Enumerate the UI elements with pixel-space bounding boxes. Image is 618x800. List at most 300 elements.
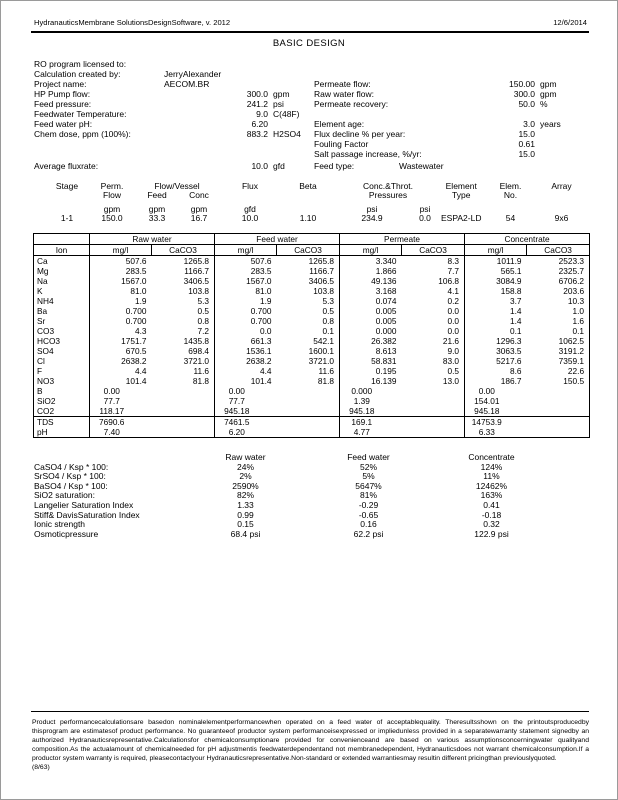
feed-caco3-value: 3406.5 — [277, 276, 340, 286]
param-row — [34, 109, 313, 119]
param-row — [34, 99, 313, 109]
param-label — [314, 109, 435, 119]
param-value: 150.00 — [509, 79, 535, 89]
conc-unit: gpm — [190, 203, 208, 214]
param-row — [34, 129, 313, 139]
param-text-value: Wastewater — [399, 161, 444, 171]
concentrate-caco3-value: 22.6 — [567, 366, 585, 376]
ion-row — [34, 306, 590, 316]
feed-subheader: Feed — [147, 190, 167, 200]
feed-unit: gpm — [148, 203, 166, 214]
ion-row — [34, 316, 590, 326]
stage-id: 1-1 — [60, 213, 74, 223]
elem-no-col-header: Elem. — [499, 181, 522, 191]
doc-title: BASIC DESIGN — [272, 38, 346, 49]
param-unit — [535, 129, 590, 139]
raw-caco3-value: 11.6 — [152, 366, 215, 376]
concentrate-caco3-value: 150.5 — [563, 376, 585, 386]
ion-name: Sr — [34, 316, 90, 326]
ion-row — [34, 276, 590, 286]
param-value: 241.2 — [246, 99, 268, 109]
permeate-mgl-value: 3.168 — [375, 286, 397, 296]
flow-vessel-col-header: Flow/Vessel — [154, 181, 200, 191]
saturation-label: Ionic strength — [34, 519, 86, 530]
permeate-mgl-value: 26.382 — [371, 336, 397, 346]
revision-label: (8/63) — [32, 764, 50, 771]
concentrate-caco3-value — [527, 406, 590, 417]
param-row — [314, 109, 590, 119]
params-right-column — [314, 59, 590, 171]
ion-name: B — [34, 386, 90, 396]
feed-caco3-value: 103.8 — [277, 286, 340, 296]
ion-col-header: Ion — [34, 245, 90, 256]
concentrate-caco3-value: 1.6 — [572, 316, 585, 326]
concentrate-column-header: Concentrate — [468, 452, 515, 462]
raw-caco3-value — [152, 396, 215, 406]
permeate-mgl-value: 0.195 — [375, 366, 397, 376]
raw-water-value: 24% — [236, 461, 254, 472]
param-value — [435, 109, 535, 119]
ion-name: Mg — [34, 266, 90, 276]
feed-mgl-value: 81.0 — [255, 286, 272, 296]
permeate-caco3-value — [402, 396, 465, 406]
concentrate-mgl-value: 6.33 — [478, 427, 495, 437]
report-footer — [32, 718, 589, 772]
param-unit: C(48F) — [273, 109, 300, 119]
concentrate-value: 0.41 — [483, 499, 500, 510]
permeate-caco3-value — [402, 406, 465, 417]
param-label: Permeate recovery: — [314, 99, 389, 109]
feed-caco3-value: 1166.7 — [277, 266, 340, 276]
param-unit — [268, 69, 313, 79]
feed-water-value: 5647% — [355, 480, 382, 491]
concentrate-value: -0.18 — [481, 509, 502, 520]
concentrate-mgl-value: 3.7 — [510, 296, 522, 306]
basic-params — [34, 59, 590, 171]
concentrate-mgl-value: 5217.6 — [496, 356, 522, 366]
param-label: Feed type: — [314, 161, 355, 171]
feed-mgl-value: 101.4 — [250, 376, 272, 386]
feed-caco3-value: 542.1 — [277, 336, 340, 346]
stage-header-row-1 — [45, 182, 583, 191]
raw-caco3-value: 7.2 — [152, 326, 215, 336]
param-label: Feed pressure: — [34, 99, 92, 109]
app-title: HydranauticsMembrane SolutionsDesignSoftware, v. 2012 — [34, 18, 231, 27]
param-value — [435, 59, 535, 69]
feed-mgl-value: 1536.1 — [246, 346, 272, 356]
feed-mgl-value: 4.4 — [259, 366, 272, 376]
param-label: Salt passage increase, %/yr: — [314, 149, 422, 159]
mgl-header: mg/l — [465, 245, 527, 256]
raw-water-value: 68.4 psi — [230, 528, 261, 539]
ion-name: pH — [34, 427, 90, 438]
feed-water-value: 62.2 psi — [353, 528, 384, 539]
param-label — [34, 139, 168, 149]
stage-data-row — [45, 214, 583, 223]
concentrate-mgl-value: 565.1 — [500, 266, 522, 276]
concentrate-value: 163% — [480, 490, 503, 501]
permeate-caco3-value: 7.7 — [402, 266, 465, 276]
raw-caco3-value — [152, 417, 215, 428]
feed-caco3-value: 11.6 — [277, 366, 340, 376]
beta-value: 1.10 — [299, 213, 317, 223]
param-label — [34, 149, 168, 159]
permeate-mgl-value: 58.831 — [371, 356, 397, 366]
conc-flow-value: 16.7 — [190, 213, 208, 223]
raw-caco3-value: 5.3 — [152, 296, 215, 306]
permeate-caco3-value: 4.1 — [402, 286, 465, 296]
raw-caco3-value: 0.5 — [152, 306, 215, 316]
param-value — [168, 139, 268, 149]
ion-name: F — [34, 366, 90, 376]
param-unit — [268, 59, 313, 69]
raw-mgl-value: 0.700 — [125, 306, 147, 316]
ion-row — [34, 396, 590, 406]
param-row — [34, 69, 313, 79]
param-unit: gfd — [273, 161, 285, 171]
ion-name: K — [34, 286, 90, 296]
param-label — [314, 69, 435, 79]
feed-mgl-value: 0.700 — [250, 316, 272, 326]
concentrate-mgl-value: 3084.9 — [496, 276, 522, 286]
disclaimer-text: Product performancecalculationsare basedon nominalelementperformancewhen operated on a feed water of acceptablequality. Theresultsshown on the printoutsproducedby thisprogram are estimatesof product performance. No guaranteeof productor system performanceisexpressed or impliedunless provided in a separatewarranty statement signedby an authorized Hydranauticsrepresentative.Calculationsfor chemicalconsumptionare provided for convenienceand are based on various assumptionsconcerningwater qualityand composition.As the actualamount of chemicalneeded for pH adjustmentis feedwaterdependentand not membranedependent, Hydranauticsdoes not warrant chemicalconsumption.If a productor system warranty is required, pleasecontactyour Hydranauticsrepresentative.Non-standard or extended warrantiesmay resultin different pricingthan previouslyquoted. — [32, 719, 589, 762]
raw-caco3-value: 1265.8 — [152, 256, 215, 267]
stage-units-row — [45, 200, 583, 214]
saturation-label: Langelier Saturation Index — [34, 499, 134, 510]
raw-caco3-value: 3406.5 — [152, 276, 215, 286]
raw-mgl-value: 4.4 — [134, 366, 147, 376]
raw-water-value: 2590% — [232, 480, 259, 491]
element-col-header: Element — [445, 181, 477, 191]
permeate-caco3-value: 9.0 — [402, 346, 465, 356]
flux-value: 10.0 — [241, 213, 259, 223]
ion-row — [34, 356, 590, 366]
pressures-col-header: Conc.&Throt. — [362, 181, 414, 191]
permeate-caco3-value: 83.0 — [402, 356, 465, 366]
permeate-caco3-value: 0.0 — [402, 316, 465, 326]
array-value: 9x6 — [554, 213, 569, 223]
raw-mgl-value: 283.5 — [125, 266, 147, 276]
param-label: Element age: — [314, 119, 365, 129]
param-label: Feed water pH: — [34, 119, 93, 129]
feed-caco3-value: 5.3 — [277, 296, 340, 306]
param-value — [435, 161, 535, 171]
ion-name: SiO2 — [34, 396, 90, 406]
concentrate-group-header: Concentrate — [465, 234, 590, 245]
ion-group-header-row — [34, 234, 590, 245]
param-row — [34, 89, 313, 99]
concentrate-value: 12462% — [475, 480, 508, 491]
caco3-header: CaCO3 — [402, 245, 465, 256]
feed-mgl-value: 77.7 — [228, 396, 245, 406]
feed-water-value: -0.65 — [358, 509, 379, 520]
permeate-caco3-value: 8.3 — [402, 256, 465, 267]
caco3-header: CaCO3 — [527, 245, 590, 256]
flux-unit: gfd — [244, 203, 256, 214]
perm-flow-value: 150.0 — [101, 213, 123, 223]
raw-caco3-value: 698.4 — [152, 346, 215, 356]
permeate-caco3-value: 106.8 — [402, 276, 465, 286]
feed-mgl-value: 0.00 — [228, 386, 245, 396]
permeate-mgl-value: 49.136 — [371, 276, 397, 286]
feed-caco3-value — [277, 417, 340, 428]
param-label: Average fluxrate: — [34, 161, 99, 171]
param-text-value: AECOM.BR — [164, 79, 210, 89]
ion-row — [34, 406, 590, 417]
report-date: 12/6/2014 — [553, 18, 587, 27]
concentrate-caco3-value: 3191.2 — [558, 346, 585, 356]
perm-col-header: Perm. — [100, 181, 124, 191]
param-value — [435, 69, 535, 79]
raw-mgl-value: 1567.0 — [121, 276, 147, 286]
param-unit — [268, 119, 313, 129]
header-rule — [31, 31, 589, 33]
param-row — [314, 99, 590, 109]
feed-water-value: 5% — [362, 471, 375, 482]
param-row — [34, 161, 313, 171]
raw-water-value: 0.15 — [237, 519, 254, 530]
array-col-header: Array — [551, 181, 572, 191]
raw-mgl-value: 81.0 — [130, 286, 147, 296]
stage-table — [45, 182, 583, 223]
feed-water-value: -0.29 — [358, 499, 379, 510]
permeate-group-header: Permeate — [340, 234, 465, 245]
raw-mgl-value: 2638.2 — [121, 356, 147, 366]
ion-row — [34, 376, 590, 386]
concentrate-mgl-value: 1.4 — [510, 306, 522, 316]
raw-caco3-value: 1166.7 — [152, 266, 215, 276]
param-row — [314, 79, 590, 89]
param-row — [314, 119, 590, 129]
param-value: 15.0 — [518, 129, 535, 139]
raw-mgl-value: 1.9 — [134, 296, 147, 306]
permeate-caco3-value: 0.0 — [402, 306, 465, 316]
param-value: 9.0 — [256, 109, 268, 119]
raw-water-value: 1.33 — [237, 499, 254, 510]
concentrate-caco3-value — [527, 417, 590, 428]
ion-name: NO3 — [34, 376, 90, 386]
concentrate-caco3-value: 1.0 — [572, 306, 585, 316]
concentrate-mgl-value: 945.18 — [474, 406, 500, 416]
ion-row — [34, 346, 590, 356]
raw-mgl-value: 670.5 — [125, 346, 147, 356]
raw-mgl-value: 4.3 — [134, 326, 147, 336]
raw-water-group-header: Raw water — [90, 234, 215, 245]
raw-water-value: 0.99 — [237, 509, 254, 520]
concentrate-mgl-value: 1011.9 — [496, 256, 522, 266]
param-value: 3.0 — [523, 119, 535, 129]
feed-water-value: 81% — [359, 490, 377, 501]
feed-mgl-value: 945.18 — [224, 406, 250, 416]
param-value: 6.20 — [251, 119, 268, 129]
ion-name: Na — [34, 276, 90, 286]
concentrate-caco3-value — [527, 396, 590, 406]
permeate-mgl-value: 169.1 — [340, 417, 402, 428]
feed-mgl-value: 1567.0 — [246, 276, 272, 286]
concentrate-caco3-value: 0.1 — [572, 326, 585, 336]
param-value: 0.61 — [518, 139, 535, 149]
ion-row — [34, 336, 590, 346]
param-row — [34, 119, 313, 129]
ion-row — [34, 366, 590, 376]
saturation-table — [34, 453, 553, 539]
param-label: Fouling Factor — [314, 139, 369, 149]
param-label: RO program licensed to: — [34, 59, 127, 69]
param-value: 883.2 — [246, 129, 268, 139]
concentrate-caco3-value — [527, 427, 590, 438]
concentrate-mgl-value: 1296.3 — [496, 336, 522, 346]
param-label: Chem dose, ppm (100%): — [34, 129, 131, 139]
permeate-mgl-value: 4.77 — [353, 427, 370, 437]
param-row — [314, 149, 590, 159]
raw-caco3-value — [152, 406, 215, 417]
param-unit — [535, 59, 590, 69]
feed-mgl-value: 0.700 — [250, 306, 272, 316]
ion-row — [34, 296, 590, 306]
caco3-header: CaCO3 — [277, 245, 340, 256]
raw-mgl-value: 0.00 — [103, 386, 120, 396]
feed-water-group-header: Feed water — [215, 234, 340, 245]
param-unit: psi — [273, 99, 284, 109]
saturation-label: CaSO4 / Ksp * 100: — [34, 461, 109, 472]
param-value — [168, 149, 268, 159]
param-label: Feedwater Temperature: — [34, 109, 127, 119]
caco3-header: CaCO3 — [152, 245, 215, 256]
permeate-mgl-value: 945.18 — [349, 406, 375, 416]
saturation-label: SrSO4 / Ksp * 100: — [34, 471, 106, 482]
feed-flow-value: 33.3 — [148, 213, 166, 223]
element-type-value: ESPA2-LD — [441, 213, 482, 223]
raw-mgl-value: 7.40 — [103, 427, 120, 437]
feed-caco3-value — [277, 427, 340, 438]
param-label: Raw water flow: — [314, 89, 374, 99]
param-unit — [535, 139, 590, 149]
permeate-caco3-value — [402, 386, 465, 396]
param-value: 300.0 — [513, 89, 535, 99]
param-value: 50.0 — [518, 99, 535, 109]
pressures-subheader: Pressures — [368, 190, 408, 200]
throt-pressure-unit: psi — [419, 203, 431, 214]
elem-no-value: 54 — [505, 213, 516, 223]
concentrate-caco3-value: 6706.2 — [558, 276, 585, 286]
ion-row — [34, 386, 590, 396]
feed-caco3-value: 81.8 — [277, 376, 340, 386]
concentrate-mgl-value: 186.7 — [500, 376, 522, 386]
raw-mgl-value: 7690.6 — [90, 417, 152, 428]
report-header — [34, 18, 587, 27]
concentrate-caco3-value: 203.6 — [563, 286, 585, 296]
raw-caco3-value: 0.8 — [152, 316, 215, 326]
feed-mgl-value: 661.3 — [250, 336, 272, 346]
permeate-mgl-value: 0.005 — [375, 306, 397, 316]
feed-caco3-value: 1265.8 — [277, 256, 340, 267]
permeate-mgl-value: 1.866 — [375, 266, 397, 276]
param-row — [34, 59, 313, 69]
param-value: 300.0 — [246, 89, 268, 99]
param-label: Permeate flow: — [314, 79, 371, 89]
concentrate-mgl-value: 0.00 — [478, 386, 495, 396]
param-unit — [535, 69, 590, 79]
feed-caco3-value: 0.1 — [277, 326, 340, 336]
raw-caco3-value — [152, 386, 215, 396]
raw-caco3-value: 1435.8 — [152, 336, 215, 346]
ion-name: Cl — [34, 356, 90, 366]
feed-mgl-value: 1.9 — [259, 296, 272, 306]
permeate-caco3-value: 0.5 — [402, 366, 465, 376]
saturation-row — [34, 530, 553, 540]
concentrate-caco3-value: 10.3 — [567, 296, 585, 306]
param-unit — [268, 149, 313, 159]
ion-subheader-row — [34, 245, 590, 256]
ion-name: CO3 — [34, 326, 90, 336]
stage-header-row-2 — [45, 191, 583, 200]
param-unit — [535, 109, 590, 119]
stage-col-header: Stage — [55, 181, 79, 191]
param-unit: H2SO4 — [273, 129, 301, 139]
saturation-row — [34, 482, 553, 492]
beta-col-header: Beta — [299, 181, 317, 191]
param-unit — [268, 79, 313, 89]
concentrate-mgl-value: 154.01 — [474, 396, 500, 406]
ion-name: NH4 — [34, 296, 90, 306]
feed-mgl-value: 7461.5 — [215, 417, 277, 428]
concentrate-mgl-value: 14753.9 — [465, 417, 527, 428]
feed-caco3-value: 0.8 — [277, 316, 340, 326]
feed-caco3-value: 3721.0 — [277, 356, 340, 366]
mgl-header: mg/l — [340, 245, 402, 256]
ion-name: TDS — [34, 417, 90, 428]
param-text-value: JerryAlexander — [164, 69, 222, 79]
param-row — [314, 59, 590, 69]
param-row — [34, 149, 313, 159]
concentrate-mgl-value: 158.8 — [500, 286, 522, 296]
permeate-mgl-value: 8.613 — [375, 346, 397, 356]
permeate-caco3-value — [402, 417, 465, 428]
concentrate-caco3-value: 7359.1 — [558, 356, 585, 366]
feed-mgl-value: 283.5 — [250, 266, 272, 276]
footer-rule — [31, 711, 589, 712]
permeate-mgl-value: 0.000 — [351, 386, 373, 396]
concentrate-caco3-value — [527, 386, 590, 396]
conc-pressure-unit: psi — [366, 203, 378, 214]
permeate-caco3-value: 0.2 — [402, 296, 465, 306]
saturation-row — [34, 463, 553, 473]
perm-flow-subheader: Flow — [103, 190, 121, 200]
param-row — [34, 139, 313, 149]
param-label: Flux decline % per year: — [314, 129, 406, 139]
conc-pressure-value: 234.9 — [361, 213, 383, 223]
raw-mgl-value: 1751.7 — [121, 336, 147, 346]
param-row — [314, 89, 590, 99]
permeate-caco3-value — [402, 427, 465, 438]
raw-caco3-value — [152, 427, 215, 438]
permeate-mgl-value: 1.39 — [353, 396, 370, 406]
feed-mgl-value: 0.0 — [259, 326, 272, 336]
conc-subheader: Conc — [189, 190, 209, 200]
param-unit — [268, 139, 313, 149]
concentrate-caco3-value: 2325.7 — [558, 266, 585, 276]
feed-mgl-value: 6.20 — [228, 427, 245, 437]
feed-mgl-value: 2638.2 — [246, 356, 272, 366]
ion-name: CO2 — [34, 406, 90, 417]
param-unit: gpm — [273, 89, 290, 99]
raw-water-value: 2% — [239, 471, 252, 482]
param-unit — [535, 149, 590, 159]
permeate-mgl-value: 0.000 — [375, 326, 397, 336]
permeate-mgl-value: 3.340 — [375, 256, 397, 266]
ion-row — [34, 417, 590, 428]
feed-caco3-value — [277, 386, 340, 396]
